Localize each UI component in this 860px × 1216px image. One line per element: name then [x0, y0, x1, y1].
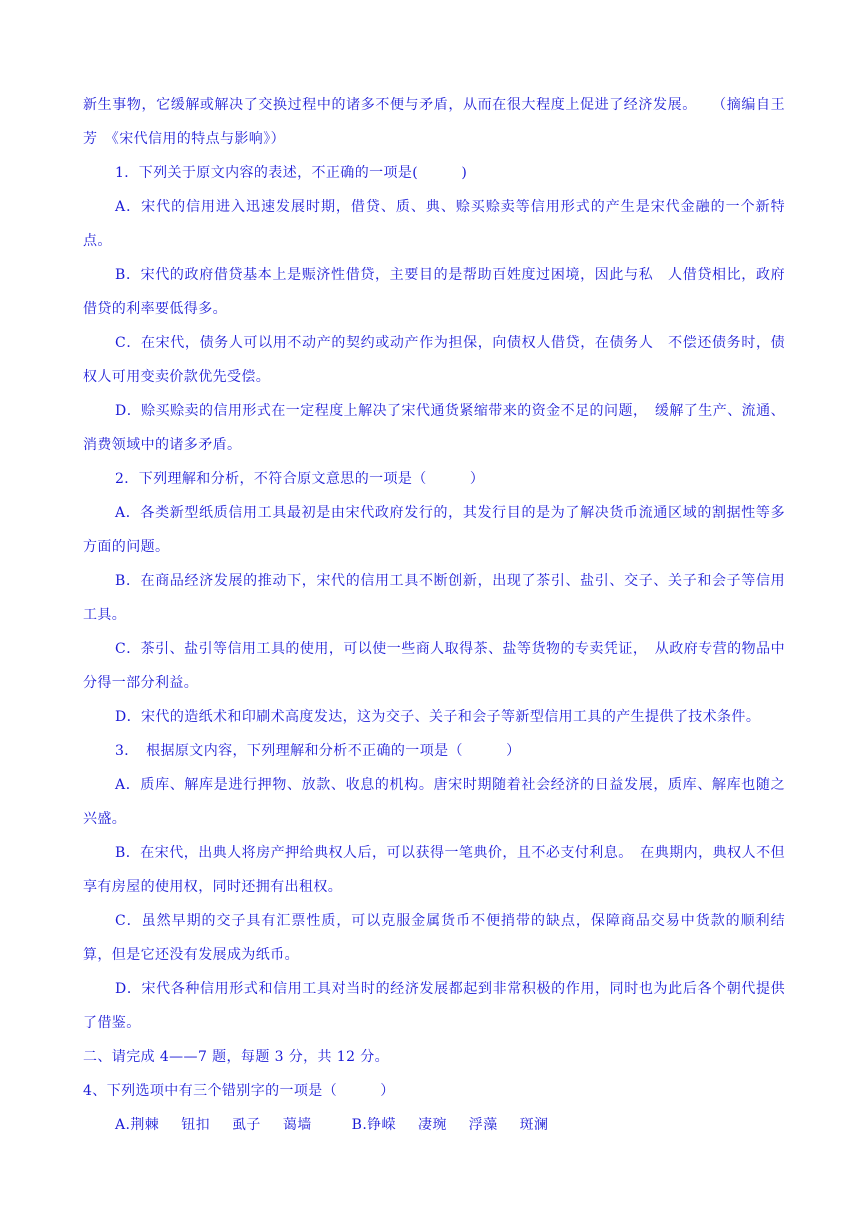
question-3-stem: 3． 根据原文内容，下列理解和分析不正确的一项是（ ）	[115, 743, 521, 759]
option-a-word: 荆棘	[130, 1117, 160, 1133]
option-a-word: 虱子	[232, 1117, 261, 1133]
option-a-word: 蔼墙	[282, 1117, 312, 1133]
question-2-option-d: D．宋代的造纸术和印刷术高度发达，这为交子、关子和会子等新型信用工具的产生提供了技术条件。	[115, 709, 761, 725]
option-b-word: 铮嵘	[367, 1117, 396, 1133]
question-3-option-c: C．虽然早期的交子具有汇票性质，可以克服金属货币不便捎带的缺点，保障商品交易中货款的顺利结算，但是它还没有发展成为纸币。	[83, 913, 785, 963]
question-2-option-a: A．各类新型纸质信用工具最初是由宋代政府发行的，其发行目的是为了解决货币流通区域的割据性等多方面的问题。	[83, 505, 785, 555]
question-1-option-a: A．宋代的信用进入迅速发展时期，借贷、质、典、赊买赊卖等信用形式的产生是宋代金融的一个新特点。	[83, 199, 785, 249]
question-3-option-b: B．在宋代，出典人将房产押给典权人后，可以获得一笔典价，且不必支付利息。 在典期内，典权人不但享有房屋的使用权，同时还拥有出租权。	[83, 845, 785, 895]
section-2-heading: 二、请完成 4——7 题，每题 3 分，共 12 分。	[83, 1049, 390, 1065]
question-3-option-d: D．宋代各种信用形式和信用工具对当时的经济发展都起到非常积极的作用，同时也为此后各个朝代提供了借鉴。	[83, 981, 785, 1031]
question-3-option-a: A．质库、解库是进行押物、放款、收息的机构。唐宋时期随着社会经济的日益发展，质库、解库也随之兴盛。	[83, 777, 785, 827]
option-b-word: 凄琬	[417, 1117, 447, 1133]
passage-end-paragraph: 新生事物，它缓解或解决了交换过程中的诸多不便与矛盾，从而在很大程度上促进了经济发展。 （摘编自王芳 《宋代信用的特点与影响》）	[83, 97, 785, 147]
question-2-stem: 2．下列理解和分析，不符合原文意思的一项是（ ）	[115, 471, 485, 487]
option-b-label: B.	[351, 1117, 368, 1133]
option-b-word: 浮藻	[468, 1117, 498, 1133]
question-1-stem: 1．下列关于原文内容的表述，不正确的一项是( )	[115, 165, 468, 181]
question-2-option-b: B．在商品经济发展的推动下，宋代的信用工具不断创新，出现了茶引、盐引、交子、关子和会子等信用工具。	[83, 573, 785, 623]
option-a-label: A.	[115, 1117, 131, 1133]
question-2-option-c: C．茶引、盐引等信用工具的使用，可以使一些商人取得茶、盐等货物的专卖凭证， 从政府专营的物品中分得一部分利益。	[83, 641, 785, 691]
question-1-option-c: C．在宋代，债务人可以用不动产的契约或动产作为担保，向债权人借贷，在债务人 不偿还债务时，债权人可用变卖价款优先受偿。	[83, 335, 785, 385]
option-a-word: 钮扣	[181, 1117, 210, 1133]
document-page	[83, 88, 785, 1142]
question-1-option-d: D．赊买赊卖的信用形式在一定程度上解决了宋代通货紧缩带来的资金不足的问题， 缓解了生产、流通、消费领域中的诸多矛盾。	[83, 403, 785, 453]
question-1-option-b: B．宋代的政府借贷基本上是赈济性借贷，主要目的是帮助百姓度过困境，因此与私 人借贷相比，政府借贷的利率要低得多。	[83, 267, 785, 317]
option-b-word: 斑澜	[519, 1117, 549, 1133]
question-4-options	[83, 1108, 785, 1142]
question-4-stem: 4、下列选项中有三个错别字的一项是（ ）	[83, 1083, 395, 1099]
